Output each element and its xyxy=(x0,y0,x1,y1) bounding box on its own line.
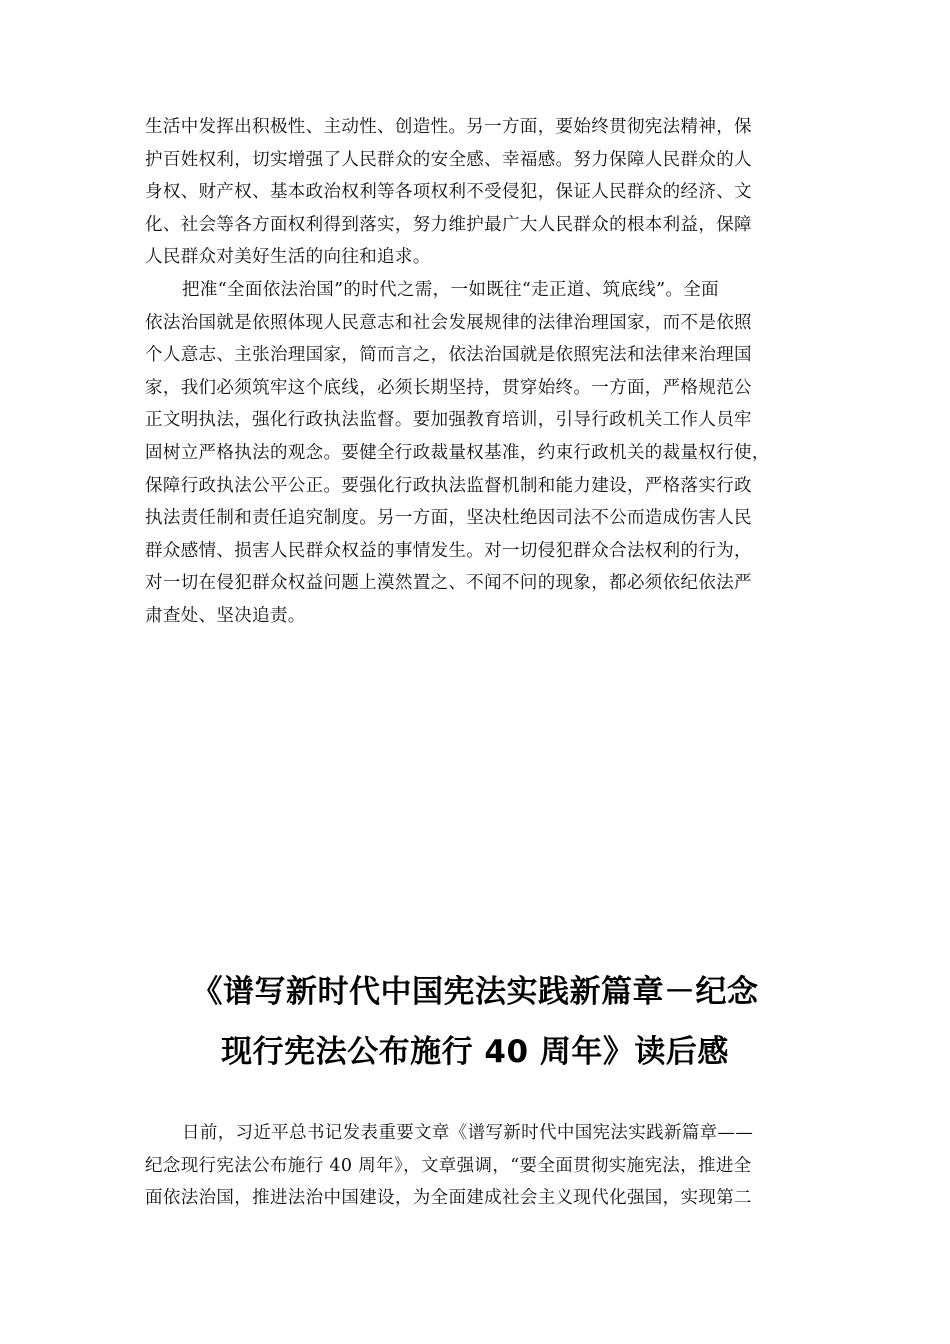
paragraph-line: 固树立严格执法的观念。要健全行政裁量权基准，约束行政机关的裁量权行使， xyxy=(145,442,770,463)
paragraph-line: 依法治国就是依照体现人民意志和社会发展规律的法律治理国家，而不是依照 xyxy=(145,312,752,333)
article-title-line-2: 现行宪法公布施行 40 周年》读后感 xyxy=(221,1034,729,1070)
paragraph-line: 群众感情、损害人民群众权益的事情发生。对一切侵犯群众合法权利的行为， xyxy=(145,540,752,561)
paragraph-line: 个人意志、主张治理国家，简而言之，依法治国就是依照宪法和法律来治理国 xyxy=(145,345,752,366)
paragraph-line: 身权、财产权、基本政治权利等各项权利不受侵犯，保证人民群众的经济、文 xyxy=(145,182,752,203)
paragraph-line: 化、社会等各方面权利得到落实，努力维护最广大人民群众的根本利益，保障 xyxy=(145,214,752,235)
paragraph-line: 保障行政执法公平公正。要强化行政执法监督机制和能力建设，严格落实行政 xyxy=(145,475,752,496)
paragraph-line: 护百姓权利，切实增强了人民群众的安全感、幸福感。努力保障人民群众的人 xyxy=(145,149,752,170)
article-body xyxy=(145,1117,820,1215)
paragraph-line: 人民群众对美好生活的向往和追求。 xyxy=(145,247,431,268)
paragraph-line: 生活中发挥出积极性、主动性、创造性。另一方面，要始终贯彻宪法精神，保 xyxy=(145,117,752,137)
paragraph-line: 正文明执法，强化行政执法监督。要加强教育培训，引导行政机关工作人员牢 xyxy=(145,410,752,431)
paragraph-line: 对一切在侵犯群众权益问题上漠然置之、不闻不问的现象，都必须依纪依法严 xyxy=(145,573,752,594)
paragraph-line: 日前，习近平总书记发表重要文章《谱写新时代中国宪法实践新篇章—— xyxy=(182,1123,754,1143)
article-title-line-1: 《谱写新时代中国宪法实践新篇章－纪念 xyxy=(191,974,759,1010)
paragraph-line: 面依法治国，推进法治中国建设，为全面建成社会主义现代化强国，实现第二 xyxy=(145,1188,752,1209)
previous-section-body xyxy=(145,111,820,633)
paragraph-line: 肃查处、坚决追责。 xyxy=(145,605,306,626)
paragraph-line: 把准“全面依法治国”的时代之需，一如既往“走正道、筑底线”。全面 xyxy=(182,279,719,300)
paragraph-line: 执法责任制和责任追究制度。另一方面，坚决杜绝因司法不公而造成伤害人民 xyxy=(145,508,752,529)
paragraph-line: 家，我们必须筑牢这个底线，必须长期坚持，贯穿始终。一方面，严格规范公 xyxy=(145,377,752,398)
paragraph-line: 纪念现行宪法公布施行 40 周年》，文章强调，“要全面贯彻实施宪法，推进全 xyxy=(145,1155,752,1176)
